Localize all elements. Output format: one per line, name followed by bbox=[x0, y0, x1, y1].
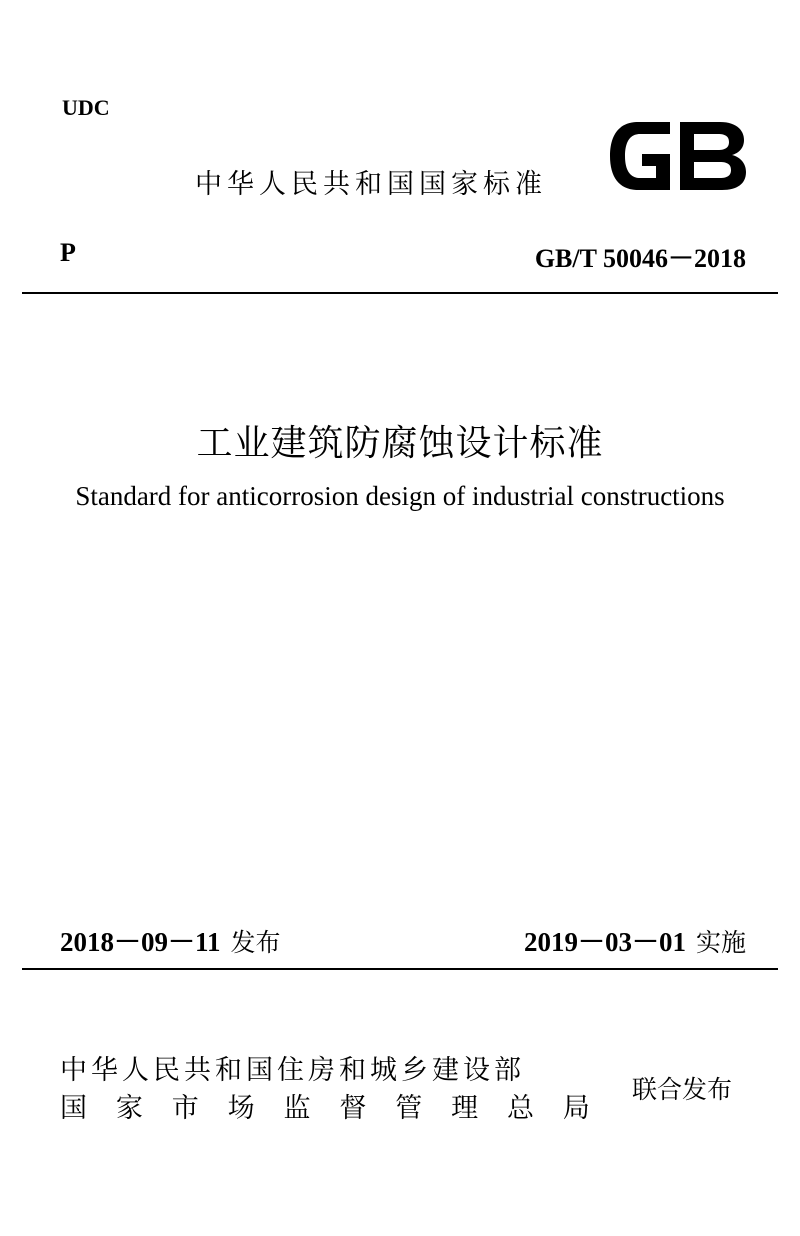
gb-logo bbox=[608, 118, 750, 194]
publish-label: 发布 bbox=[230, 928, 281, 957]
issuer-char: 总 bbox=[507, 1093, 534, 1124]
footer-divider bbox=[22, 968, 778, 970]
udc-label: UDC bbox=[62, 95, 110, 120]
national-standard-label: 中华人民共和国国家标准 bbox=[195, 169, 547, 200]
implement-date-line bbox=[524, 920, 746, 959]
issuer-char: 监 bbox=[283, 1093, 311, 1124]
issuer-char: 市 bbox=[171, 1093, 199, 1124]
classification-code: P bbox=[60, 238, 76, 267]
issuer-administration bbox=[60, 1090, 590, 1128]
implement-date: 2019－03－01 bbox=[523, 927, 686, 957]
issuer-char: 场 bbox=[227, 1093, 255, 1124]
standard-number: GB/T 50046－2018 bbox=[534, 244, 746, 273]
implement-label: 实施 bbox=[695, 928, 746, 957]
issuer-char: 局 bbox=[562, 1093, 590, 1124]
publish-date-line bbox=[60, 920, 281, 959]
issuer-ministry: 中华人民共和国住房和城乡建设部 bbox=[60, 1055, 525, 1086]
issuer-char: 家 bbox=[115, 1093, 143, 1124]
issuer-char: 督 bbox=[339, 1093, 367, 1124]
issuers-block bbox=[60, 1052, 590, 1128]
title-english: Standard for anticorrosion design of industrial constructions bbox=[75, 481, 725, 511]
issuer-char: 国 bbox=[60, 1093, 87, 1124]
issuer-char: 管 bbox=[395, 1093, 423, 1124]
publish-date: 2018－09－11 bbox=[60, 927, 221, 957]
joint-issue-label: 联合发布 bbox=[632, 1075, 733, 1104]
issuer-char: 理 bbox=[451, 1093, 479, 1124]
header-divider bbox=[22, 292, 778, 294]
title-chinese: 工业建筑防腐蚀设计标准 bbox=[196, 423, 604, 464]
